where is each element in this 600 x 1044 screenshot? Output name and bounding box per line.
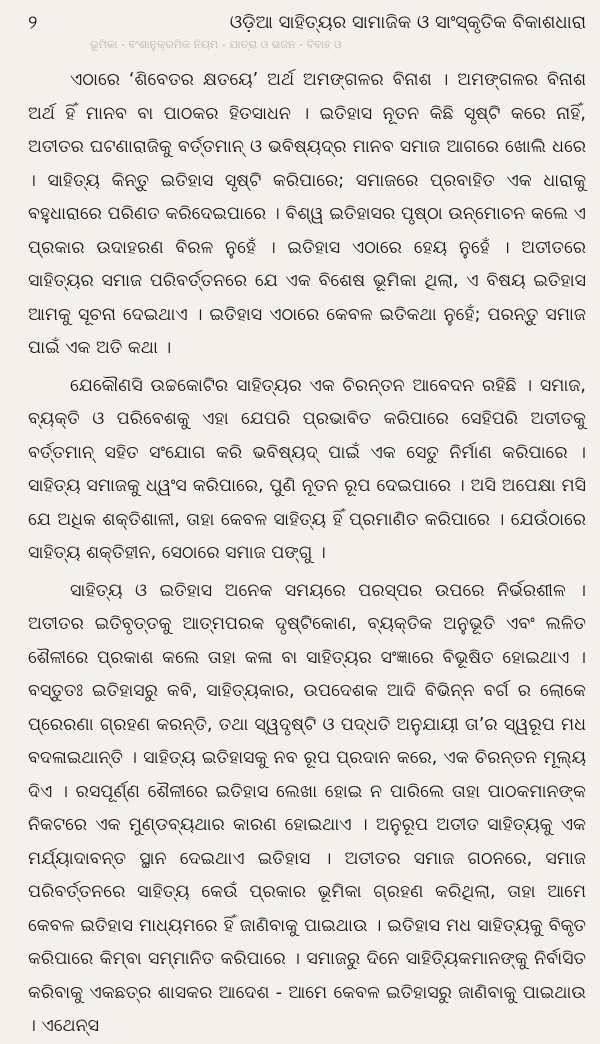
body-text [28, 64, 586, 1044]
bleed-through-text: ଭୂମିକା - ବଂଶାନୁକ୍ରମିକ ନିୟମ - ଯାତ୍ରା ଓ ଭଜନ - ବିବାହ ଓ [90, 38, 342, 51]
page-header [28, 8, 586, 38]
running-title: ଓଡ଼ିଆ ସାହିତ୍ୟର ସାମାଜିକ ଓ ସାଂସ୍କୃତିକ ବିକାଶଧାରା [229, 12, 586, 33]
paragraph-2: ଯେକୌଣସି ଉଚ୍ଚକୋଟିର ସାହିତ୍ୟର ଏକ ଚିରନ୍ତନ ଆବେଦନ ରହିଛି । ସମାଜ, ବ୍ୟକ୍ତି ଓ ପରିବେଶକୁ ଏହା ଯେପରି ପ୍ରଭାବିତ କରିପାରେ ସେହିପରି ଅତୀତକୁ ବର୍ତ୍ତମାନ୍ ସହିତ ସଂଯୋଗ କରି ଭବିଷ୍ୟଦ୍ ପାଇଁ ଏକ ସେତୁ ନିର୍ମାଣ କରିପାରେ । ସାହିତ୍ୟ ସମାଜକୁ ଧ୍ୱଂସ କରିପାରେ, ପୁଣି ନୂତନ ରୂପ ଦେଇପାରେ । ଅସି ଅପେକ୍ଷା ମସି ଯେ ଅଧିକ ଶକ୍ତିଶାଳୀ, ତାହା କେବଳ ସାହିତ୍ୟ ହିଁ ପ୍ରମାଣିତ କରିପାରେ । ଯେଉଁଠାରେ ସାହିତ୍ୟ ଶକ୍ତିହୀନ, ସେଠାରେ ସମାଜ ପଙ୍ଗୁ । [28, 375, 586, 563]
paragraph-3: ସାହିତ୍ୟ ଓ ଇତିହାସ ଅନେକ ସମୟରେ ପରସ୍ପର ଉପରେ ନିର୍ଭରଶୀଳ । ଅତୀତର ଇତିବୃତ୍ତକୁ ଆତ୍ମପରକ ଦୃଷ୍ଟିକୋଣ, ବ୍ୟକ୍ତିକ ଅନୁଭୂତି ଏବଂ ଲଳିତ ଶୈଳୀରେ ପ୍ରକାଶ କଲେ ତାହା କଳା ବା ସାହିତ୍ୟର ସଂଜ୍ଞାରେ ବିଭୂଷିତ ହୋଇଥାଏ । ବସ୍ତୁତଃ ଇତିହାସରୁ କବି, ସାହିତ୍ୟକାର, ଉପଦେଶକ ଆଦି ବିଭିନ୍ନ ବର୍ଗ ର ଲୋକେ ପ୍ରେରଣା ଗ୍ରହଣ କରନ୍ତି, ତଥା ସ୍ୱଦୃଷ୍ଟି ଓ ପଦ୍ଧତି ଅନୁଯାୟୀ ତା’ର ସ୍ୱରୂପ ମଧ ବଦଳାଇଥାନ୍ତି । ସାହିତ୍ୟ ଇତିହାସକୁ ନବ ରୂପ ପ୍ରଦାନ କରେ, ଏକ ଚିରନ୍ତନ ମୂଲ୍ୟ ଦିଏ । ରସପୂର୍ଣ୍ଣ ଶୈଳୀରେ ଇତିହାସ ଲେଖା ହୋଇ ନ ପାରିଲେ ତାହା ପାଠକମାନଙ୍କ ନିକଟରେ ଏକ ମୁଣ୍ଡବ୍ୟଥାର କାରଣ ହୋଇଥାଏ । ଅନୁରୂପ ଅତୀତ ସାହିତ୍ୟକୁ ଏକ ମର୍ଯ୍ୟାଦାବନ୍ତ ସ୍ଥାନ ଦେଇଥାଏ ଇତିହାସ । ଅତୀତର ସମାଜ ଗଠନରେ, ସମାଜ ପରିବର୍ତ୍ତନରେ ସାହିତ୍ୟ କେଉଁ ପ୍ରକାର ଭୂମିକା ଗ୍ରହଣ କରିଥିଲା, ତାହା ଆମେ କେବଳ ଇତିହାସ ମାଧ୍ୟମରେ ହିଁ ଜାଣିବାକୁ ପାଇଥାଉ । ଇତିହାସ ମଧ ସାହିତ୍ୟକୁ ବିକୃତ କରିପାରେ କିମ୍ବା ସମ୍ମାନିତ କରିପାରେ । ସମାଜରୁ ଦିନେ ସାହିତ୍ୟିକମାନଙ୍କୁ ନିର୍ବାସିତ କରିବାକୁ ଏକଛତ୍ର ଶାସକର ଆଦେଶ - ଆମେ କେବଳ ଇତିହାସରୁ ଜାଣିବାକୁ ପାଇଥାଉ । ଏଥେନ୍ସ [28, 580, 586, 1036]
paragraph-1: ଏଠାରେ ‘ଶିବେତର କ୍ଷତୟେ’ ଅର୍ଥ ଅମଙ୍ଗଳର ବିନାଶ । ଅମଙ୍ଗଳର ବିନାଶ ଅର୍ଥ ହିଁ ମାନବ ବା ପାଠକର ହିତସାଧନ । ଇତିହାସ ନୂତନ କିଛି ସୃଷ୍ଟି କରେ ନାହିଁ, ଅତୀତର ଘଟଣାରାଜିକୁ ବର୍ତ୍ତମାନ୍ ଓ ଭବିଷ୍ୟଦ୍‌ର ମାନବ ସମାଜ ଆଗରେ ଖୋଲି ଧରେ । ସାହିତ୍ୟ କିନ୍ତୁ ଇତିହାସ ସୃଷ୍ଟି କରିପାରେ; ସମାଜରେ ପ୍ରବାହିତ ଏକ ଧାରାକୁ ବହୁଧାରାରେ ପରିଣତ କରିଦେଇପାରେ । ବିଶ୍ୱ ଇତିହାସର ପୃଷ୍ଠା ଉନ୍ମୋଚନ କଲେ ଏ ପ୍ରକାର ଉଦାହରଣ ବିରଳ ନୁହେଁ । ଇତିହାସ ଏଠାରେ ହେୟ ନୁହେଁ । ଅତୀତରେ ସାହିତ୍ୟର ସମାଜ ପରିବର୍ତ୍ତନରେ ଯେ ଏକ ବିଶେଷ ଭୂମିକା ଥିଲା, ଏ ବିଷୟ ଇତିହାସ ଆମକୁ ସୂଚନା ଦେଇଥାଏ । ଇତିହାସ ଏଠାରେ କେବଳ ଇତିକଥା ନୁହେଁ; ପରନ୍ତୁ ସମାଜ ପାଇଁ ଏକ ଅତି କଥା । [28, 70, 586, 358]
page-number: ୨ [28, 12, 38, 34]
